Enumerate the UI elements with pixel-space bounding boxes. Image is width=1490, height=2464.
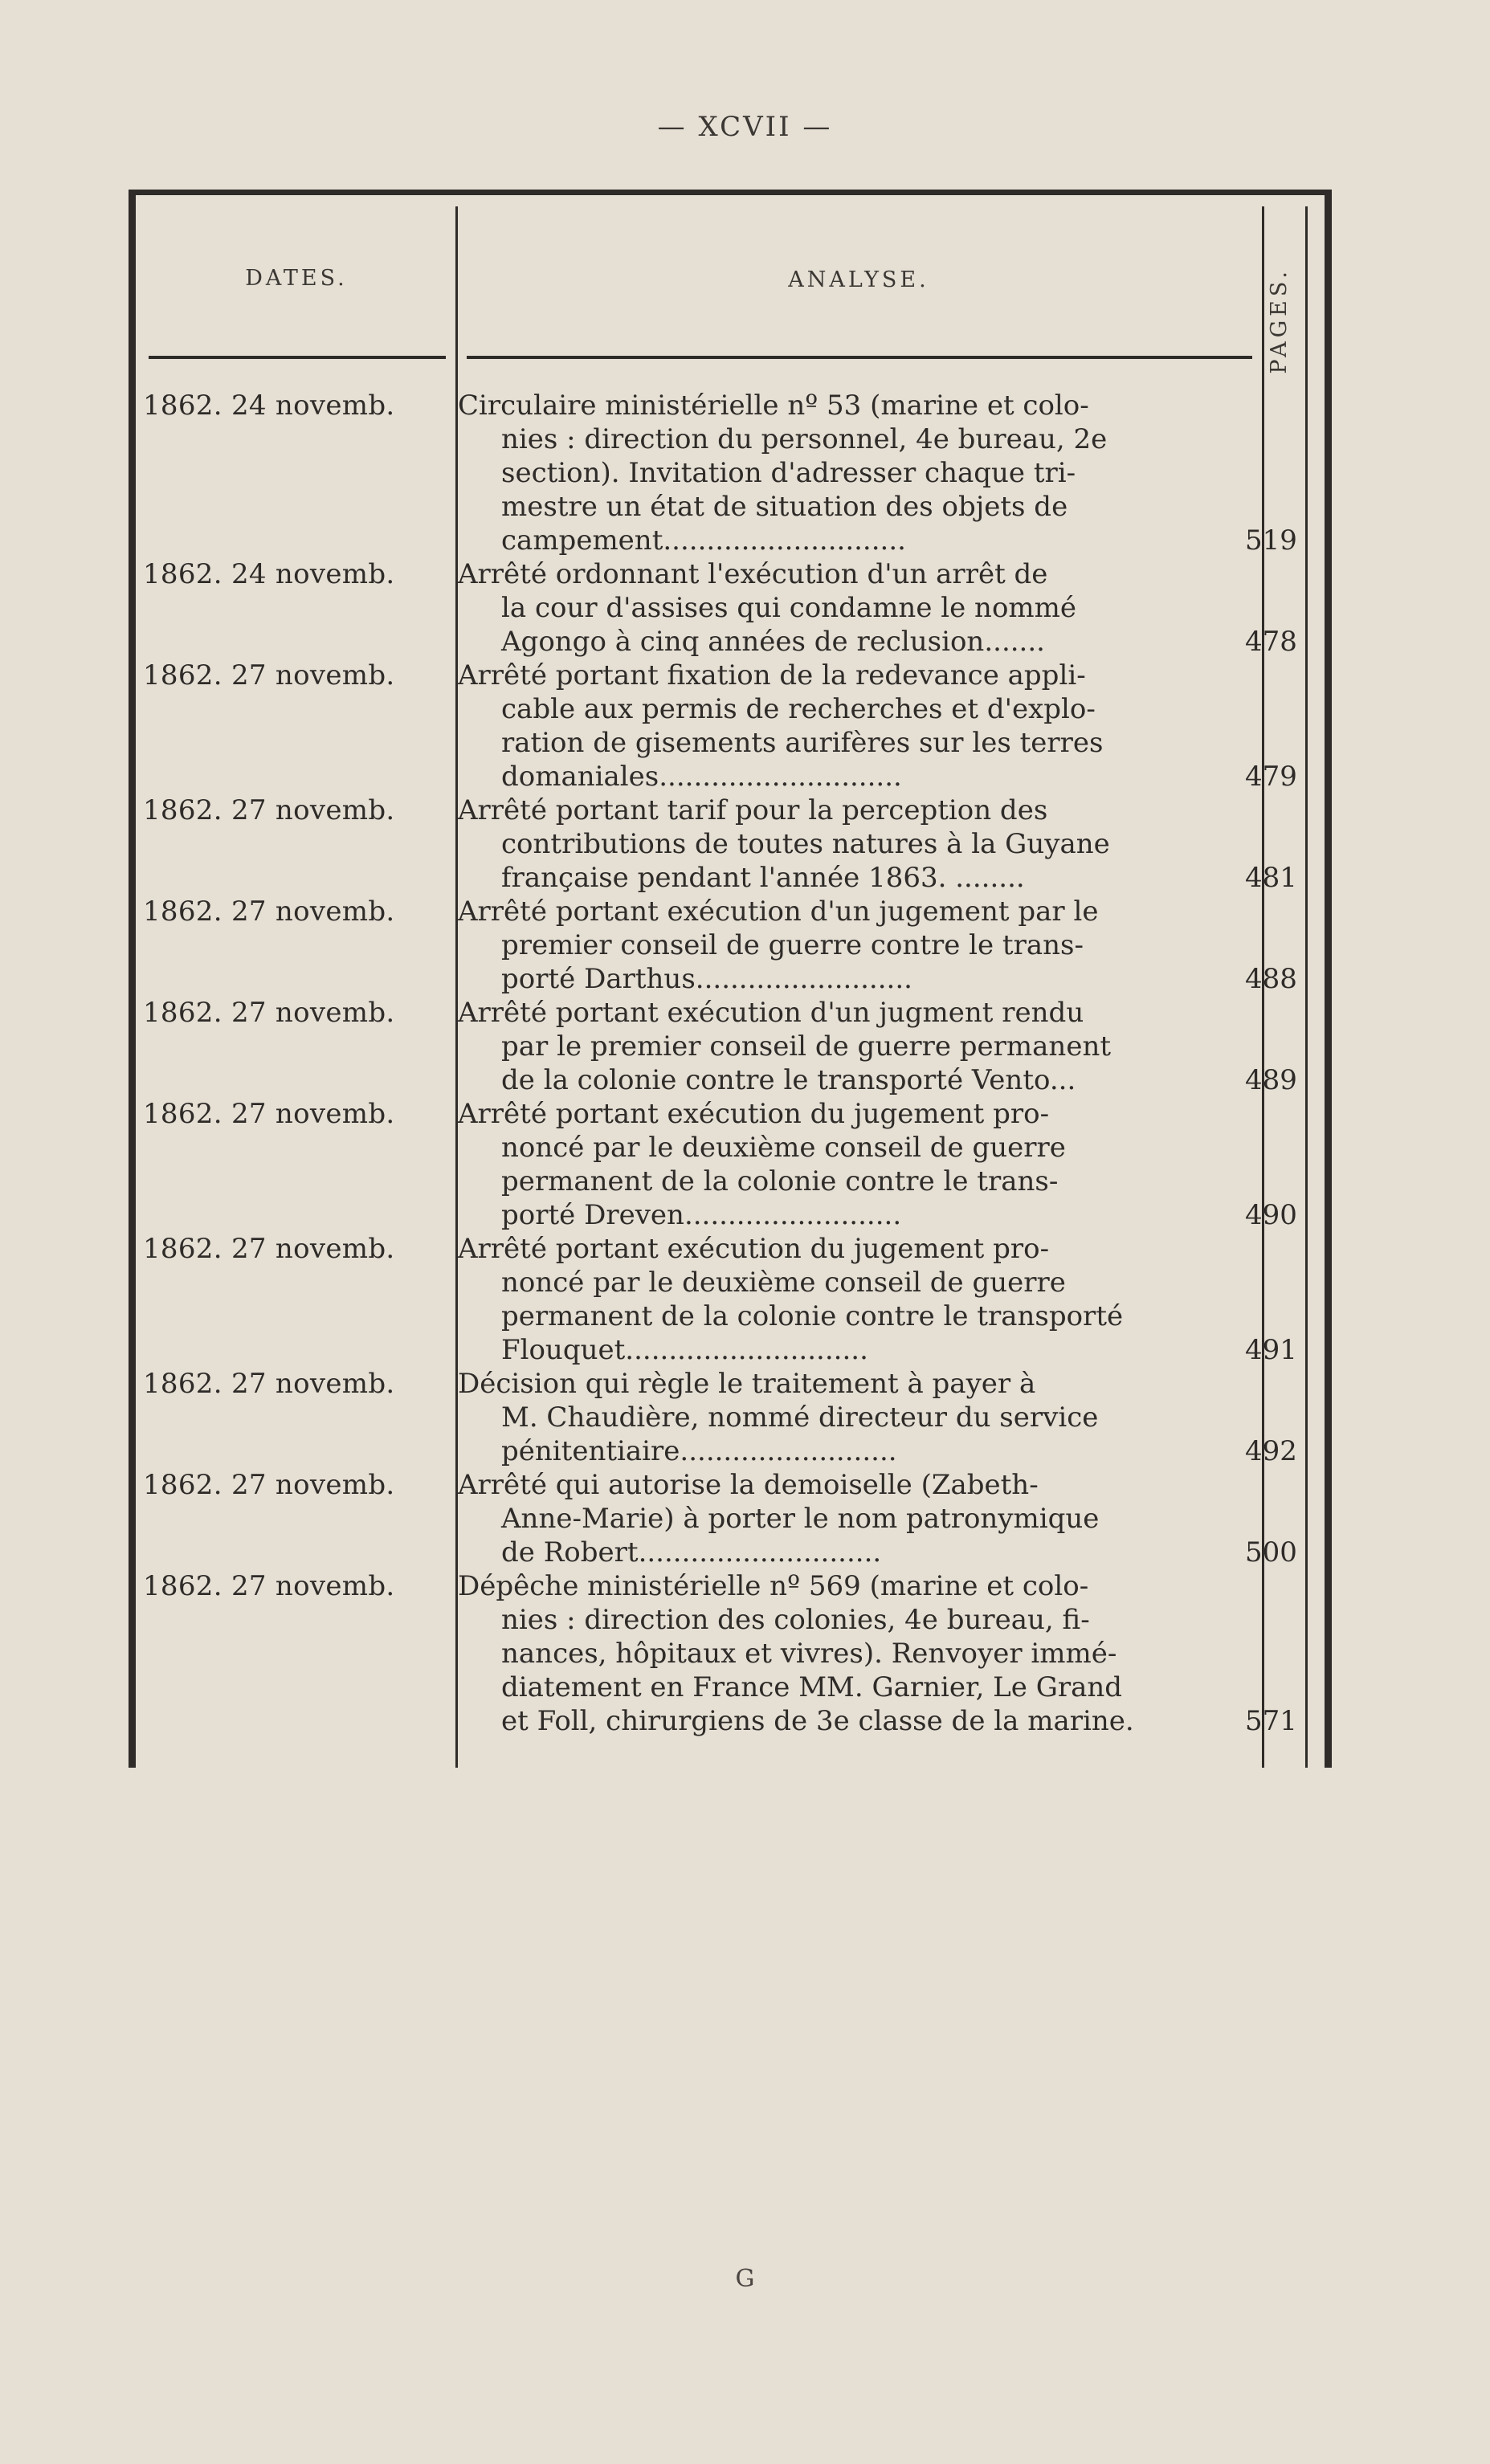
analysis-line: domaniales............................ [501, 761, 902, 793]
analysis-line: nies : direction du personnel, 4e bureau, 2e [501, 423, 1108, 455]
entry-analysis [458, 659, 1253, 793]
analysis-line: et Foll, chirurgiens de 3e classe de la marine. [501, 1705, 1134, 1737]
entry-date: 1862. 27 novemb. [143, 1469, 395, 1501]
entry-date: 1862. 27 novemb. [143, 659, 395, 691]
analysis-line: diatement en France MM. Garnier, Le Grand [501, 1671, 1123, 1703]
entry-analysis [458, 996, 1253, 1097]
entry-page-ref: 481 [1245, 862, 1297, 894]
analysis-line: mestre un état de situation des objets de [501, 491, 1068, 523]
analysis-line: Agongo à cinq années de reclusion....... [501, 626, 1045, 658]
entry-page-ref: 571 [1245, 1705, 1297, 1737]
entry-page-ref: 479 [1245, 761, 1297, 793]
entry-page-ref: 489 [1245, 1064, 1297, 1096]
table-row [129, 659, 1317, 793]
table-body [129, 389, 1317, 1738]
analysis-line: la cour d'assises qui condamne le nommé [501, 592, 1077, 624]
analysis-line: porté Darthus......................... [501, 963, 912, 995]
analysis-line: Arrêté portant exécution du jugement pro- [458, 1233, 1050, 1265]
entry-analysis [458, 1468, 1253, 1569]
analysis-line: Arrêté portant exécution d'un jugment rendu [458, 997, 1084, 1029]
entry-page-ref: 488 [1245, 963, 1297, 995]
analysis-line: noncé par le deuxième conseil de guerre [501, 1267, 1066, 1299]
entry-page-ref: 519 [1245, 524, 1297, 557]
entry-page-ref: 490 [1245, 1199, 1297, 1231]
analysis-line: nies : direction des colonies, 4e bureau, fi- [501, 1604, 1090, 1636]
analysis-line: Flouquet............................ [501, 1334, 868, 1366]
analysis-line: campement............................ [501, 524, 906, 557]
analysis-line: de Robert............................ [501, 1536, 882, 1569]
analysis-line: premier conseil de guerre contre le trans- [501, 929, 1084, 961]
analysis-line: Décision qui règle le traitement à payer à [458, 1368, 1036, 1400]
table-row [129, 1468, 1317, 1569]
analysis-line: Arrêté ordonnant l'exécution d'un arrêt de [458, 558, 1048, 590]
analysis-line: Circulaire ministérielle nº 53 (marine et colo- [458, 390, 1089, 422]
analysis-line: noncé par le deuxième conseil de guerre [501, 1132, 1066, 1164]
entry-analysis [458, 1097, 1253, 1232]
entry-date: 1862. 27 novemb. [143, 895, 395, 928]
header-rule [149, 356, 446, 359]
analysis-line: Arrêté portant exécution du jugement pro- [458, 1098, 1050, 1130]
analysis-line: contributions de toutes natures à la Guyane [501, 828, 1110, 860]
header-rule [467, 356, 1252, 359]
entry-analysis [458, 1232, 1253, 1367]
entry-date: 1862. 27 novemb. [143, 1098, 395, 1130]
entry-analysis [458, 793, 1253, 895]
analysis-line: de la colonie contre le transporté Vento... [501, 1064, 1076, 1096]
entry-date: 1862. 27 novemb. [143, 1233, 395, 1265]
table-row [129, 793, 1317, 895]
header-pages: PAGES. [1267, 267, 1292, 374]
analysis-line: nances, hôpitaux et vivres). Renvoyer immé- [501, 1638, 1117, 1670]
entry-date: 1862. 27 novemb. [143, 1570, 395, 1602]
analysis-line: ration de gisements aurifères sur les terres [501, 727, 1104, 759]
entry-analysis [458, 389, 1253, 557]
entry-page-ref: 478 [1245, 626, 1297, 658]
analysis-line: Arrêté portant exécution d'un jugement par le [458, 895, 1099, 928]
header-dates: DATES. [245, 266, 348, 291]
analysis-line: porté Dreven......................... [501, 1199, 902, 1231]
analysis-line: section). Invitation d'adresser chaque tri- [501, 457, 1076, 489]
entry-page-ref: 491 [1245, 1334, 1297, 1366]
analysis-line: Dépêche ministérielle nº 569 (marine et colo- [458, 1570, 1089, 1602]
entry-date: 1862. 24 novemb. [143, 558, 395, 590]
table-row [129, 895, 1317, 996]
analysis-line: permanent de la colonie contre le trans- [501, 1165, 1059, 1197]
entry-analysis [458, 1367, 1253, 1468]
analysis-line: Anne-Marie) à porter le nom patronymique [501, 1503, 1100, 1535]
header-analyse: ANALYSE. [788, 267, 929, 292]
table-header [136, 195, 1325, 372]
analysis-line: M. Chaudière, nommé directeur du service [501, 1401, 1099, 1434]
table-row [129, 996, 1317, 1097]
analysis-line: cable aux permis de recherches et d'explo- [501, 693, 1096, 725]
table-row [129, 557, 1317, 659]
table-row [129, 1232, 1317, 1367]
entry-date: 1862. 27 novemb. [143, 1368, 395, 1400]
analysis-line: pénitentiaire......................... [501, 1435, 897, 1467]
page-number: — XCVII — [657, 111, 833, 143]
analysis-line: Arrêté portant fixation de la redevance appli- [458, 659, 1086, 691]
entry-date: 1862. 24 novemb. [143, 390, 395, 422]
entry-analysis [458, 1569, 1253, 1738]
entry-analysis [458, 557, 1253, 659]
table-row [129, 389, 1317, 557]
entry-date: 1862. 27 novemb. [143, 997, 395, 1029]
entry-page-ref: 492 [1245, 1435, 1297, 1467]
entry-date: 1862. 27 novemb. [143, 794, 395, 826]
analysis-line: Arrêté portant tarif pour la perception des [458, 794, 1048, 826]
table-row [129, 1367, 1317, 1468]
analysis-line: par le premier conseil de guerre permanent [501, 1030, 1112, 1063]
analysis-line: française pendant l'année 1863. ........ [501, 862, 1025, 894]
analysis-line: Arrêté qui autorise la demoiselle (Zabeth- [458, 1469, 1039, 1501]
analysis-line: permanent de la colonie contre le transporté [501, 1300, 1124, 1332]
table-row [129, 1569, 1317, 1738]
table-row [129, 1097, 1317, 1232]
signature-mark: G [735, 2265, 755, 2293]
entry-page-ref: 500 [1245, 1536, 1297, 1569]
entry-analysis [458, 895, 1253, 996]
